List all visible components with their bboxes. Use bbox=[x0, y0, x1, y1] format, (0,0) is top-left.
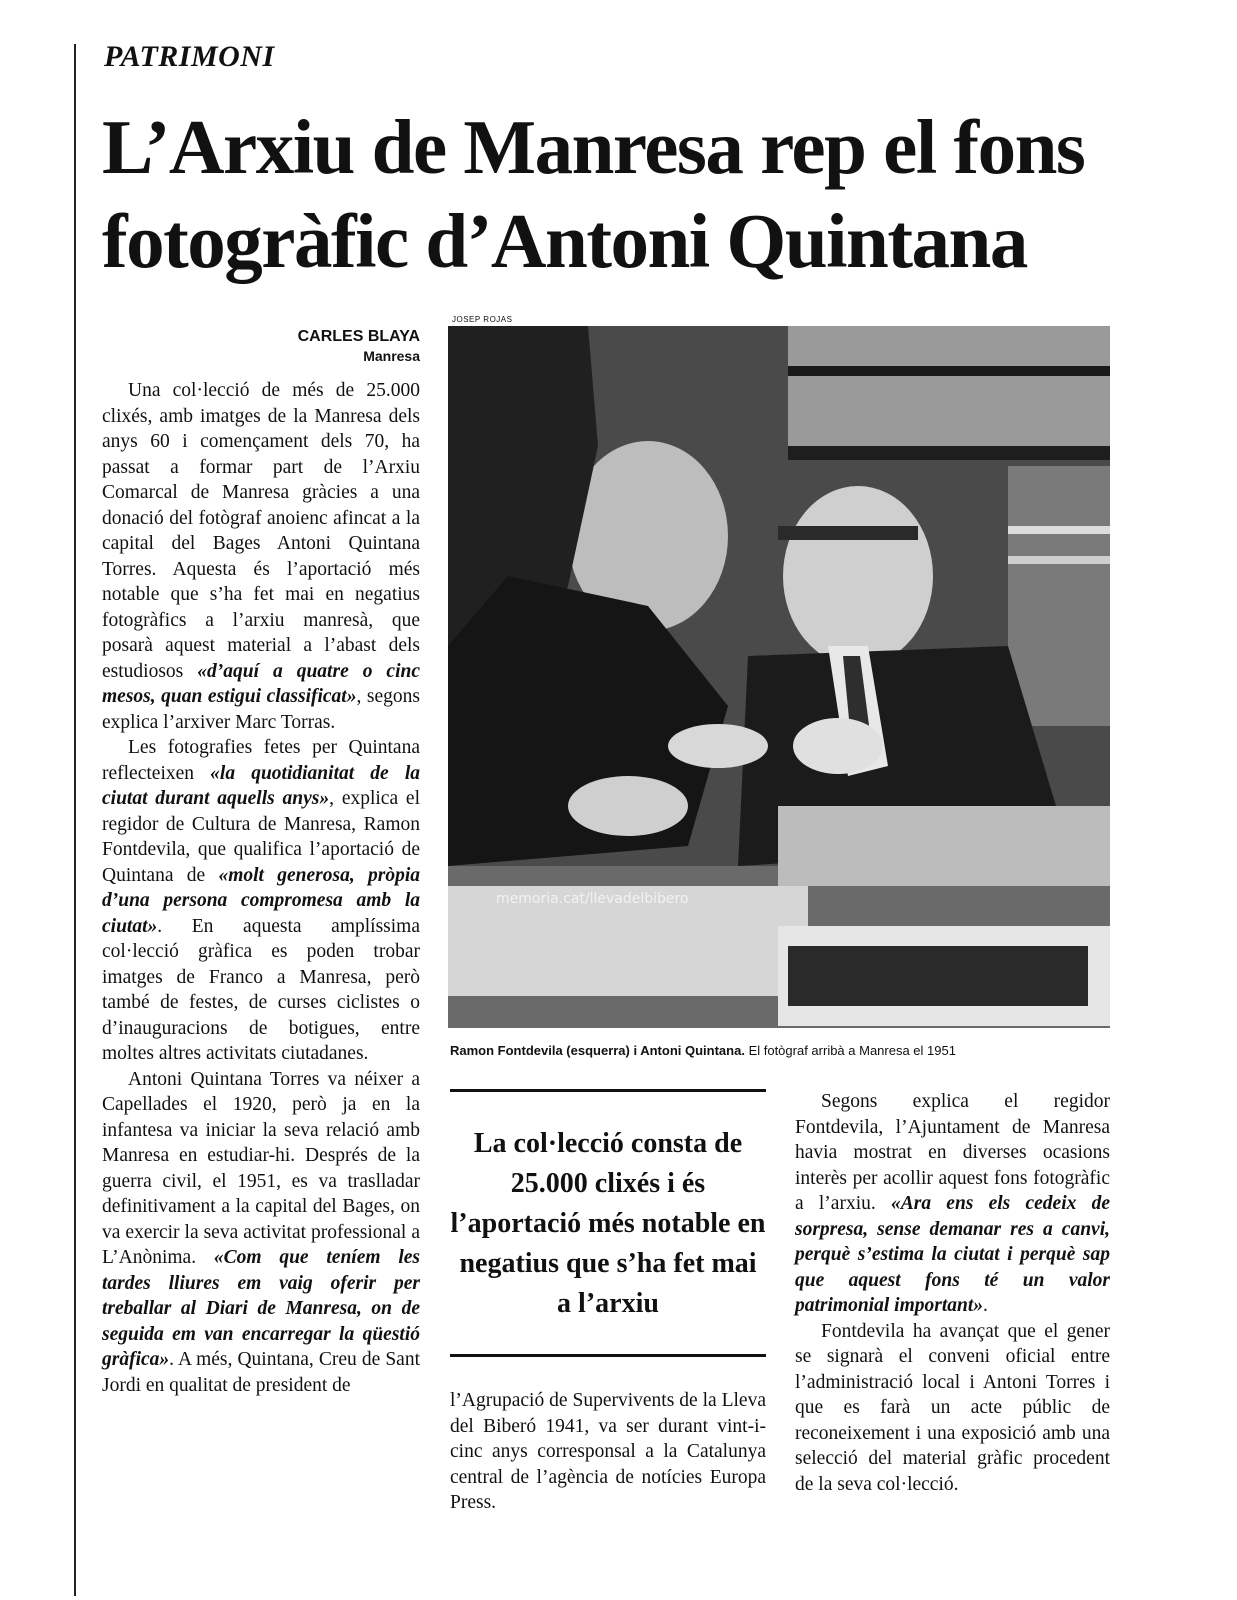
pullquote-rule-top bbox=[450, 1089, 766, 1092]
article-photo bbox=[448, 326, 1110, 1028]
text-run: Les fotografies fetes per Quintana reflecteixen bbox=[102, 737, 420, 784]
text-run: Antoni Quintana Torres va néixer a Capellades el 1920, però ja en la infantesa va iniciar la seva relació amb Manresa en estudiar-hi. Després de la guerra civil, el 1951, es va traslladar definitivament a la capital del Bages, on va exercir la seva activitat professional a L’Anònima. bbox=[102, 1068, 420, 1268]
byline bbox=[250, 327, 420, 365]
left-column-rule bbox=[74, 44, 76, 1596]
watermark: memoria.cat/llevadelbibero bbox=[496, 891, 689, 907]
text-run: , segons explica l’arxiver Marc Torras. bbox=[102, 686, 420, 733]
photo-caption bbox=[450, 1043, 1130, 1058]
pull-quote: La col·lecció consta de 25.000 clixés i és l’aportació més notable en negatius que s’ha fet mai a l’arxiu bbox=[450, 1128, 766, 1319]
quote: «la quotidianitat de la ciutat durant aquells anys» bbox=[102, 762, 421, 809]
caption-names: Ramon Fontdevila (esquerra) i Antoni Quintana. bbox=[450, 1043, 745, 1058]
text-run: . A més, Quintana, Creu de Sant Jordi en qualitat de president de bbox=[102, 1349, 420, 1396]
text-run: , explica el regidor de Cultura de Manresa, Ramon Fontdevila, que qualifica l’aportació de Quintana de bbox=[102, 788, 421, 886]
body-column-2 bbox=[450, 1388, 766, 1516]
pullquote-rule-bottom bbox=[450, 1354, 766, 1357]
article-headline: L’Arxiu de Manresa rep el fons fotogràfic d’Antoni Quintana bbox=[102, 104, 1085, 284]
body-column-3 bbox=[795, 1089, 1110, 1497]
paragraph bbox=[795, 1089, 1110, 1319]
photo-credit: JOSEP ROJAS bbox=[452, 315, 513, 324]
byline-place: Manresa bbox=[363, 348, 420, 364]
text-run: Segons explica el regidor Fontdevila, l’Ajuntament de Manresa havia mostrat en diverses ocasions interès per acollir aquest fons fotogràfic a l’arxiu. bbox=[795, 1091, 1110, 1214]
text-run: . En aquesta amplíssima col·lecció gràfica es poden trobar imatges de Franco a Manresa, però també de festes, de curses ciclistes o d’inauguracions de botigues, entre moltes altres activitats ciutadanes. bbox=[102, 915, 420, 1064]
caption-text: El fotògraf arribà a Manresa el 1951 bbox=[748, 1043, 956, 1058]
byline-author: CARLES BLAYA bbox=[297, 328, 420, 345]
quote: «Com que teníem les tardes lliures em vaig oferir per treballar al Diari de Manresa, on de seguida em van encarregar la qüestió gràfica» bbox=[102, 1247, 420, 1370]
text-run: . bbox=[983, 1295, 988, 1316]
section-label: PATRIMONI bbox=[104, 40, 275, 73]
quote: «Ara ens els cedeix de sorpresa, sense demanar res a canvi, perquè s’estima la ciutat i perquè sap que aquest fons té un valor patrimonial important» bbox=[795, 1193, 1110, 1316]
body-column-1 bbox=[102, 378, 420, 1398]
paragraph bbox=[102, 378, 420, 735]
quote: «molt generosa, pròpia d’una persona compromesa amb la ciutat» bbox=[102, 864, 420, 937]
photo-illustration bbox=[448, 326, 1110, 1028]
paragraph bbox=[102, 735, 420, 1067]
quote: «d’aquí a quatre o cinc mesos, quan estigui classificat» bbox=[102, 660, 420, 707]
text-run: Una col·lecció de més de 25.000 clixés, amb imatges de la Manresa dels anys 60 i començament dels 70, ha passat a formar part de l’Arxiu Comarcal de Manresa gràcies a una donació del fotògraf anoienc afincat a la capital del Bages Antoni Quintana Torres. Aquesta és l’aportació més notable que s’ha fet mai en negatius fotogràfics a l’arxiu manresà, que posarà aquest material a l’abast dels estudiosos bbox=[102, 380, 420, 682]
paragraph bbox=[102, 1067, 420, 1399]
paragraph: l’Agrupació de Supervivents de la Lleva del Biberó 1941, va ser durant vint-i-cinc anys corresponsal a la Catalunya central de l’agència de notícies Europa Press. bbox=[450, 1390, 766, 1513]
paragraph: Fontdevila ha avançat que el gener se signarà el conveni oficial entre l’administració local i Antoni Torres i que es farà un acte públic de reconeixement i una exposició amb una selecció del material gràfic procedent de la seva col·lecció. bbox=[795, 1320, 1110, 1495]
